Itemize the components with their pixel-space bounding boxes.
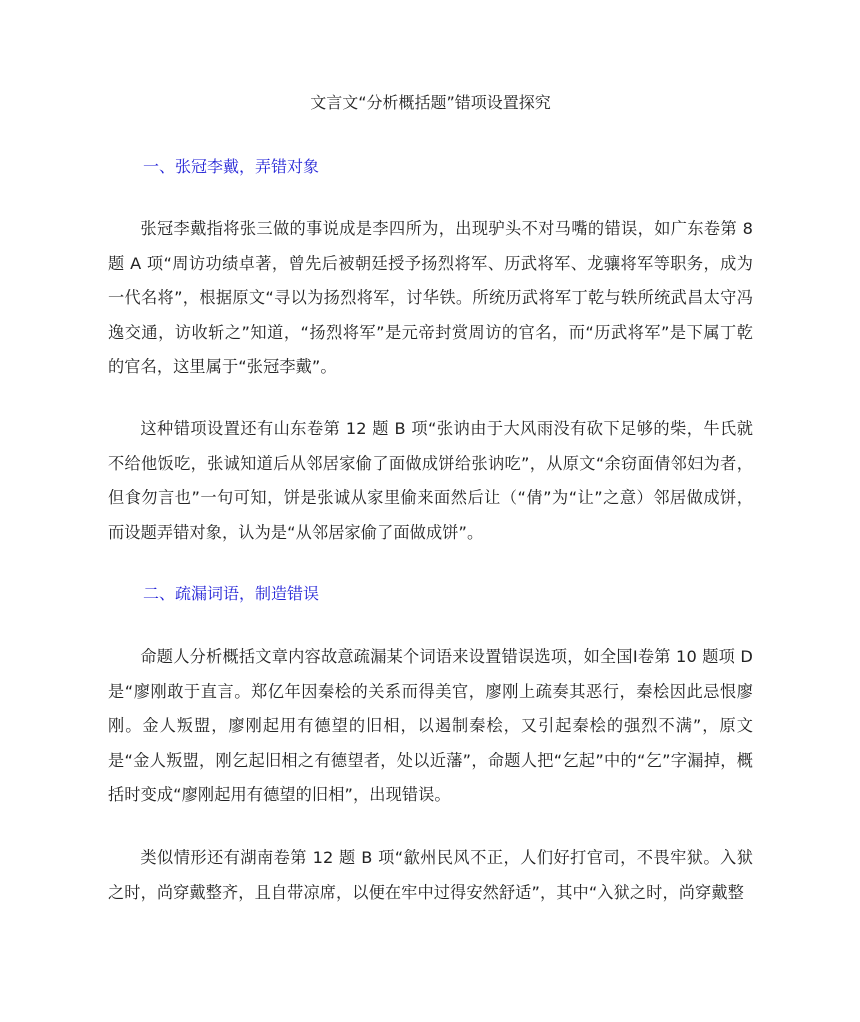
paragraph: 这种错项设置还有山东卷第 12 题 B 项“张讷由于大风雨没有砍下足够的柴，牛氏就不给他饭吃，张诚知道后从邻居家偷了面做成饼给张讷吃”，从原文“余窃面倩邻妇为者，但食勿言也”一句可知，饼是张诚从家里偷来面然后让（“倩”为“让”之意）邻居做成饼，而设题弄错对象，认为是“从邻居家偷了面做成饼”。 bbox=[108, 419, 753, 542]
section-heading-2: 二、疏漏词语，制造错误 bbox=[143, 584, 320, 603]
paragraph: 命题人分析概括文章内容故意疏漏某个词语来设置错误选项，如全国Ⅰ卷第 10 题项 D 是“廖刚敢于直言。郑亿年因秦桧的关系而得美官，廖刚上疏奏其恶行，秦桧因此忌恨廖刚。金人叛盟，廖刚起用有德望的旧相，以遏制秦桧，又引起秦桧的强烈不满”，原文是“金人叛盟，刚乞起旧相之有德望者，处以近藩”，命题人把“乞起”中的“乞”字漏掉，概括时变成“廖刚起用有德望的旧相”，出现错误。 bbox=[108, 647, 753, 804]
paragraph: 张冠李戴指将张三做的事说成是李四所为，出现驴头不对马嘴的错误，如广东卷第 8 题 A 项“周访功绩卓著，曾先后被朝廷授予扬烈将军、历武将军、龙骧将军等职务，成为一代名将”，根据原文“寻以为扬烈将军，讨华铁。所统历武将军丁乾与轶所统武昌太守冯逸交通，访收斩之”知道，“扬烈将军”是元帝封赏周访的官名，而“历武将军”是下属丁乾的官名，这里属于“张冠李戴”。 bbox=[108, 219, 753, 376]
document-title: 文言文“分析概括题”错项设置探究 bbox=[310, 93, 551, 112]
section-heading-1: 一、张冠李戴，弄错对象 bbox=[143, 157, 320, 176]
paragraph: 类似情形还有湖南卷第 12 题 B 项“歙州民风不正，人们好打官司，不畏牢狱。入狱之时，尚穿戴整齐，且自带凉席，以便在牢中过得安然舒适”，其中“入狱之时，尚穿戴整 bbox=[108, 848, 753, 902]
